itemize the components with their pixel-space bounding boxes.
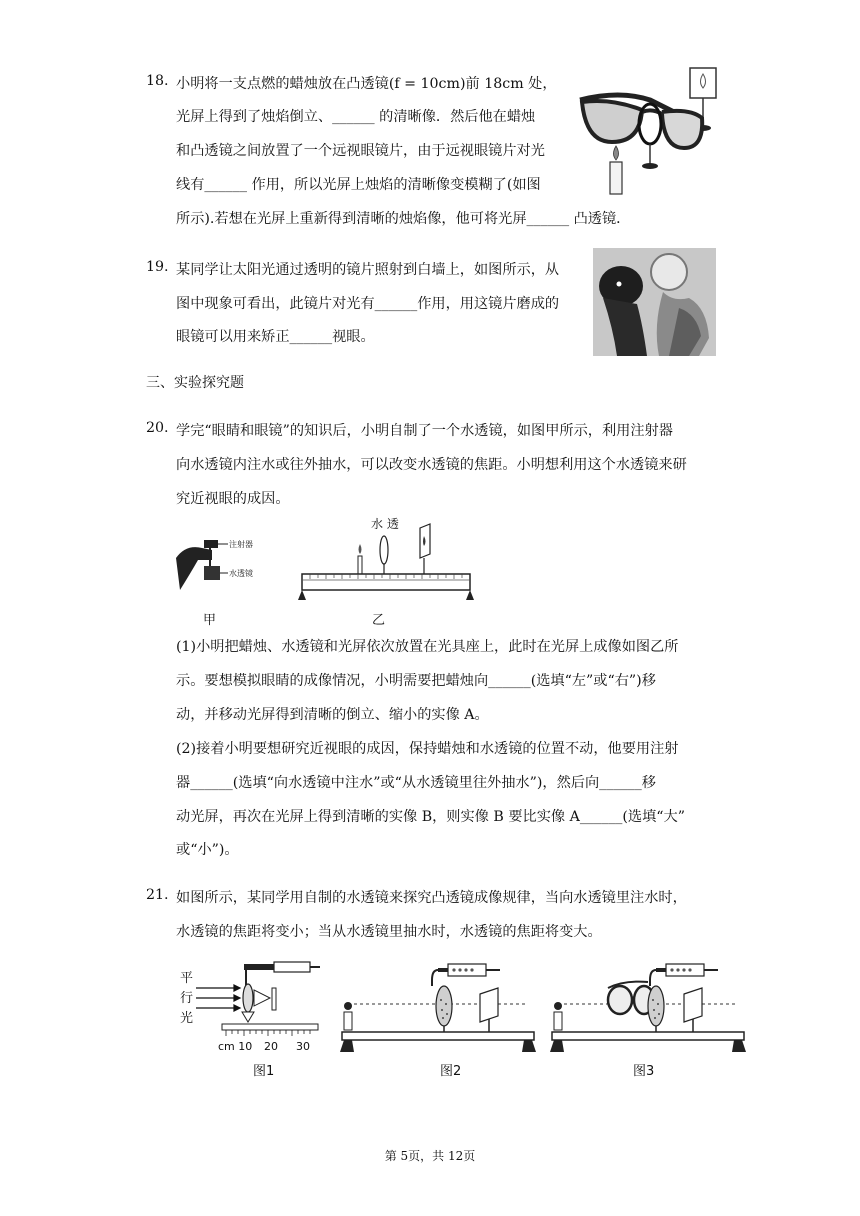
q19-line-2: 图中现象可看出，此镜片对光有______作用，用这镜片磨成的 bbox=[176, 296, 560, 312]
syringe-label: 注射器 bbox=[229, 540, 253, 549]
q21-line-2: 水透镜的焦距将变小；当从水透镜里抽水时，水透镜的焦距将变大。 bbox=[176, 924, 602, 940]
q20-figure-a-syringe bbox=[170, 530, 270, 610]
light-label-char-2: 行 bbox=[180, 991, 194, 1006]
light-label-char-3: 光 bbox=[180, 1011, 194, 1026]
page-footer: 第 5页，共 12页 bbox=[384, 1149, 476, 1163]
ruler-label-20: 20 bbox=[264, 1040, 278, 1053]
figure-a-caption: 甲 bbox=[203, 613, 217, 628]
q18-line-5: 所示).若想在光屏上重新得到清晰的烛焰像，他可将光屏______ 凸透镜． bbox=[176, 211, 631, 227]
question-19-number: 19. bbox=[146, 259, 169, 275]
q20-sub2-line-2: 器______(选填“向水透镜中注水”或“从水透镜里往外抽水”)，然后向______移 bbox=[176, 775, 656, 791]
q18-line-1: 小明将一支点燃的蜡烛放在凸透镜(f = 10cm)前 18cm 处， bbox=[176, 76, 557, 92]
q20-sub1-line-1: (1)小明把蜡烛、水透镜和光屏依次放置在光具座上，此时在光屏上成像如图乙所 bbox=[176, 639, 679, 655]
q18-glasses-lens-figure bbox=[572, 60, 722, 200]
q20-line-3: 究近视眼的成因。 bbox=[176, 491, 290, 507]
ruler-label-10: cm 10 bbox=[218, 1040, 253, 1053]
figure-1-caption: 图1 bbox=[253, 1064, 275, 1079]
water-lens-label-a: 水透镜 bbox=[229, 569, 253, 578]
section-3-title: 三、实验探究题 bbox=[146, 375, 244, 391]
q18-line-3: 和凸透镜之间放置了一个远视眼镜片，由于远视眼镜片对光 bbox=[176, 143, 545, 159]
q18-line-2: 光屏上得到了烛焰倒立、______ 的清晰像．然后他在蜡烛 bbox=[176, 109, 536, 125]
q20-figure-b-optical-bench bbox=[296, 516, 476, 602]
q21-figure-2-bench bbox=[338, 960, 538, 1056]
question-21-number: 21. bbox=[146, 887, 169, 903]
q20-sub2-line-4: 或“小”)。 bbox=[176, 842, 239, 858]
q19-line-3: 眼镜可以用来矫正______视眼。 bbox=[176, 329, 375, 345]
q21-line-1: 如图所示，某同学用自制的水透镜来探究凸透镜成像规律，当向水透镜里注水时， bbox=[176, 890, 687, 906]
ruler-label-30: 30 bbox=[296, 1040, 310, 1053]
q20-line-1: 学完“眼睛和眼镜”的知识后，小明自制了一个水透镜，如图甲所示，利用注射器 bbox=[176, 423, 673, 439]
question-20-number: 20. bbox=[146, 420, 169, 436]
water-lens-top-label: 水 透 bbox=[371, 517, 399, 531]
q20-line-2: 向水透镜内注水或往外抽水，可以改变水透镜的焦距。小明想利用这个水透镜来研 bbox=[176, 457, 687, 473]
q20-sub2-line-3: 动光屏，再次在光屏上得到清晰的实像 B，则实像 B 要比实像 A______(选填“大” bbox=[176, 809, 685, 825]
question-18-number: 18. bbox=[146, 73, 169, 89]
figure-2-caption: 图2 bbox=[440, 1064, 462, 1079]
q19-magnifier-photo bbox=[593, 248, 716, 356]
figure-3-caption: 图3 bbox=[633, 1064, 655, 1079]
q20-sub1-line-2: 示。要想模拟眼睛的成像情况，小明需要把蜡烛向______(选填“左”或“右”)移 bbox=[176, 673, 656, 689]
q20-sub1-line-3: 动，并移动光屏得到清晰的倒立、缩小的实像 A。 bbox=[176, 707, 489, 723]
figure-b-caption: 乙 bbox=[372, 613, 386, 628]
q19-line-1: 某同学让太阳光通过透明的镜片照射到白墙上，如图所示，从 bbox=[176, 262, 560, 278]
q20-sub2-line-1: (2)接着小明要想研究近视眼的成因，保持蜡烛和水透镜的位置不动，他要用注射 bbox=[176, 741, 679, 757]
q21-figure-3-bench-glasses bbox=[548, 960, 748, 1056]
q21-figure-1-parallel-light bbox=[178, 960, 323, 1060]
q18-line-4: 线有______ 作用，所以光屏上烛焰的清晰像变模糊了(如图 bbox=[176, 177, 541, 193]
light-label-char-1: 平 bbox=[180, 971, 194, 986]
